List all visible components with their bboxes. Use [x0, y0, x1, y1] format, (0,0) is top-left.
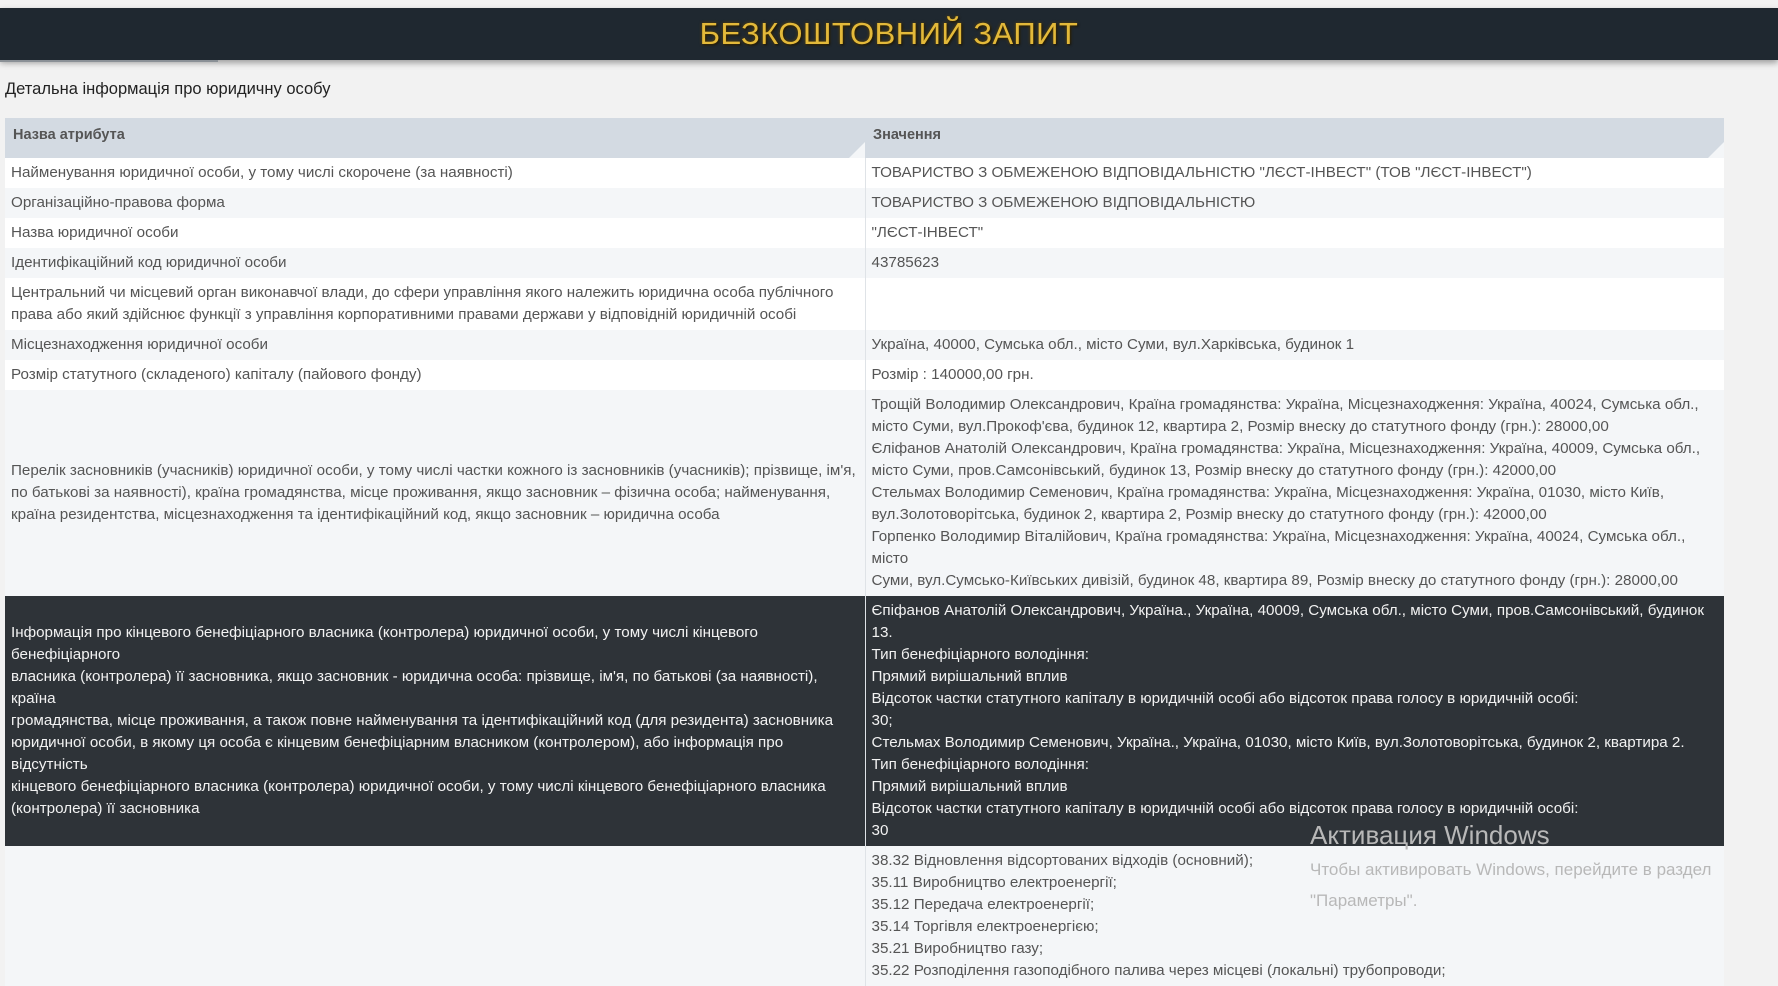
value-cell-line: Суми, вул.Сумсько-Київських дивізій, будинок 48, квартира 89, Розмір внеску до статутного фонду (грн.): 28000,00 — [871, 572, 1678, 589]
attribute-cell — [5, 596, 865, 846]
attribute-cell-line: Розмір статутного (складеного) капіталу (пайового фонду) — [11, 366, 422, 383]
value-cell-line: ТОВАРИСТВО З ОБМЕЖЕНОЮ ВІДПОВІДАЛЬНІСТЮ "ЛЄСТ-ІНВЕСТ" (ТОВ "ЛЄСТ-ІНВЕСТ") — [871, 164, 1532, 181]
value-cell-line: Єліфанов Анатолій Олександрович, Країна громадянства: Україна, Місцезнаходження: Україна, 40009, Сумська обл., — [871, 440, 1701, 457]
value-cell-line: 35.11 Виробництво електроенергії; — [871, 874, 1117, 891]
table-row — [5, 360, 1724, 390]
attribute-cell — [5, 360, 865, 390]
table-row — [5, 188, 1724, 218]
banner-title: БЕЗКОШТОВНИЙ ЗАПИТ — [699, 16, 1079, 51]
attribute-cell-line: права або який здійснює функції з управління корпоративними правами держави у відповідній юридичній особі — [11, 306, 797, 323]
banner-underline — [0, 60, 218, 62]
attribute-cell — [5, 278, 865, 330]
attribute-cell — [5, 158, 865, 188]
value-cell — [865, 218, 1724, 248]
table-row — [5, 330, 1724, 360]
attribute-cell — [5, 188, 865, 218]
table-row — [5, 596, 1724, 846]
value-cell-line: Тип бенефіціарного володіння: — [871, 646, 1089, 663]
attribute-cell-line: громадянства, місце проживання, а також повне найменування та ідентифікаційний код (для резидента) засновника — [11, 712, 834, 729]
attribute-cell-line: Організаційно-правова форма — [11, 194, 225, 211]
value-cell — [865, 248, 1724, 278]
attribute-cell — [5, 390, 865, 596]
value-cell-line: Стельмах Володимир Семенович, Україна., Україна, 01030, місто Київ, вул.Золотоворітська, будинок 2, квартира 2. — [871, 734, 1685, 751]
value-cell-line: "ЛЄСТ-ІНВЕСТ" — [871, 224, 984, 241]
column-header-attribute[interactable]: Назва атрибута — [5, 118, 865, 158]
value-cell — [865, 390, 1724, 596]
watermark-title: Активация Windows — [1310, 820, 1550, 850]
attribute-cell-line: Найменування юридичної особи, у тому числі скорочене (за наявності) — [11, 164, 513, 181]
value-cell-line: вул.Золотоворітська, будинок 2, квартира 2, Розмір внеску до статутного фонду (грн.): 42000,00 — [871, 506, 1547, 523]
value-cell — [865, 330, 1724, 360]
watermark-line-2: "Параметры". — [1310, 891, 1418, 910]
attribute-cell-line: юридичної особи, в якому ця особа є кінцевим бенефіціарним власником (контролером), або інформація про відсутність — [11, 734, 784, 773]
attribute-cell-line: Назва юридичної особи — [11, 224, 179, 241]
value-cell-line: ТОВАРИСТВО З ОБМЕЖЕНОЮ ВІДПОВІДАЛЬНІСТЮ — [871, 194, 1256, 211]
attribute-cell-line: Ідентифікаційний код юридичної особи — [11, 254, 287, 271]
value-cell-line: 35.21 Виробництво газу; — [871, 940, 1044, 957]
table-row — [5, 158, 1724, 188]
table-row — [5, 278, 1724, 330]
top-banner — [0, 8, 1778, 60]
value-cell-line: місто Суми, пров.Самсонівський, будинок 13, Розмір внеску до статутного фонду (грн.): 42000,00 — [871, 462, 1557, 479]
attribute-cell-line: Місцезнаходження юридичної особи — [11, 336, 268, 353]
attribute-cell — [5, 218, 865, 248]
value-cell-line: 35.14 Торгівля електроенергією; — [871, 918, 1099, 935]
value-cell-line: Єпіфанов Анатолій Олександрович, Україна., Україна, 40009, Сумська обл., місто Суми, пров.Самсонівський, будинок 13. — [871, 602, 1704, 641]
windows-activation-watermark — [1310, 820, 1711, 913]
value-cell-line: Відсоток частки статутного капіталу в юридичній особі або відсоток права голосу в юридичній особі: — [871, 690, 1579, 707]
attribute-cell-line: Перелік засновників (учасників) юридичної особи, у тому числі частки кожного із засновників (учасників); прізвище, ім'я, — [11, 462, 856, 479]
table-row — [5, 218, 1724, 248]
page-title: Детальна інформація про юридичну особу — [5, 80, 331, 98]
attribute-cell-line: (контролера) її засновника — [11, 800, 200, 817]
attribute-cell-line: по батькові за наявності), країна громадянства, місце проживання, якщо засновник – фізична особа; найменування, — [11, 484, 831, 501]
column-header-value[interactable]: Значення — [865, 118, 1724, 158]
value-cell-line: 35.22 Розподілення газоподібного палива через місцеві (локальні) трубопроводи; — [871, 962, 1446, 979]
value-cell-line: Відсоток частки статутного капіталу в юридичній особі або відсоток права голосу в юридичній особі: — [871, 800, 1579, 817]
attribute-cell — [5, 248, 865, 278]
attribute-cell — [5, 846, 865, 986]
table-row — [5, 248, 1724, 278]
value-cell — [865, 158, 1724, 188]
value-cell-line: Горпенко Володимир Віталійович, Країна громадянства: Україна, Місцезнаходження: Україна, 40024, Сумська обл., місто — [871, 528, 1686, 567]
value-cell-line: Прямий вирішальний вплив — [871, 778, 1068, 795]
value-cell-line: Тип бенефіціарного володіння: — [871, 756, 1089, 773]
attribute-cell-line: кінцевого бенефіціарного власника (контролера) юридичної особи, у тому числі кінцевого бенефіціарного власника — [11, 778, 826, 795]
value-cell-line: Стельмах Володимир Семенович, Країна громадянства: Україна, Місцезнаходження: Україна, 01030, місто Київ, — [871, 484, 1665, 501]
table-header-row — [5, 118, 1724, 158]
value-cell-line: 30 — [871, 822, 889, 839]
attribute-cell-line: країна резидентства, місцезнаходження та ідентифікаційний код, якщо засновник – юридична особа — [11, 506, 720, 523]
value-cell-line: Трощій Володимир Олександрович, Країна громадянства: Україна, Місцезнаходження: Україна, 40024, Сумська обл., — [871, 396, 1699, 413]
value-cell — [865, 278, 1724, 330]
value-cell-line: 35.12 Передача електроенергії; — [871, 896, 1095, 913]
value-cell-line: Україна, 40000, Сумська обл., місто Суми, вул.Харківська, будинок 1 — [871, 336, 1355, 353]
value-cell-line: 43785623 — [871, 254, 940, 271]
value-cell-line: Прямий вирішальний вплив — [871, 668, 1068, 685]
value-cell — [865, 188, 1724, 218]
details-table-container — [5, 118, 1724, 979]
value-cell-line: місто Суми, вул.Прокоф'єва, будинок 12, квартира 2, Розмір внеску до статутного фонду (грн.): 28000,00 — [871, 418, 1609, 435]
attribute-cell-line: власника (контролера) її засновника, якщо засновник - юридична особа: прізвище, ім'я, по батькові (за наявності), країна — [11, 668, 818, 707]
attribute-cell-line: Інформація про кінцевого бенефіціарного власника (контролера) юридичної особи, у тому числі кінцевого бенефіціарного — [11, 624, 758, 663]
value-cell-line: 38.32 Відновлення відсортованих відходів (основний); — [871, 852, 1254, 869]
table-row — [5, 390, 1724, 596]
value-cell — [865, 360, 1724, 390]
value-cell-line: 30; — [871, 712, 893, 729]
attribute-cell — [5, 330, 865, 360]
value-cell-line: Розмір : 140000,00 грн. — [871, 366, 1034, 383]
watermark-line-1: Чтобы активировать Windows, перейдите в раздел — [1310, 860, 1712, 879]
value-cell — [865, 596, 1724, 846]
attribute-cell-line: Центральний чи місцевий орган виконавчої влади, до сфери управління якого належить юридична особа публічного — [11, 284, 834, 301]
